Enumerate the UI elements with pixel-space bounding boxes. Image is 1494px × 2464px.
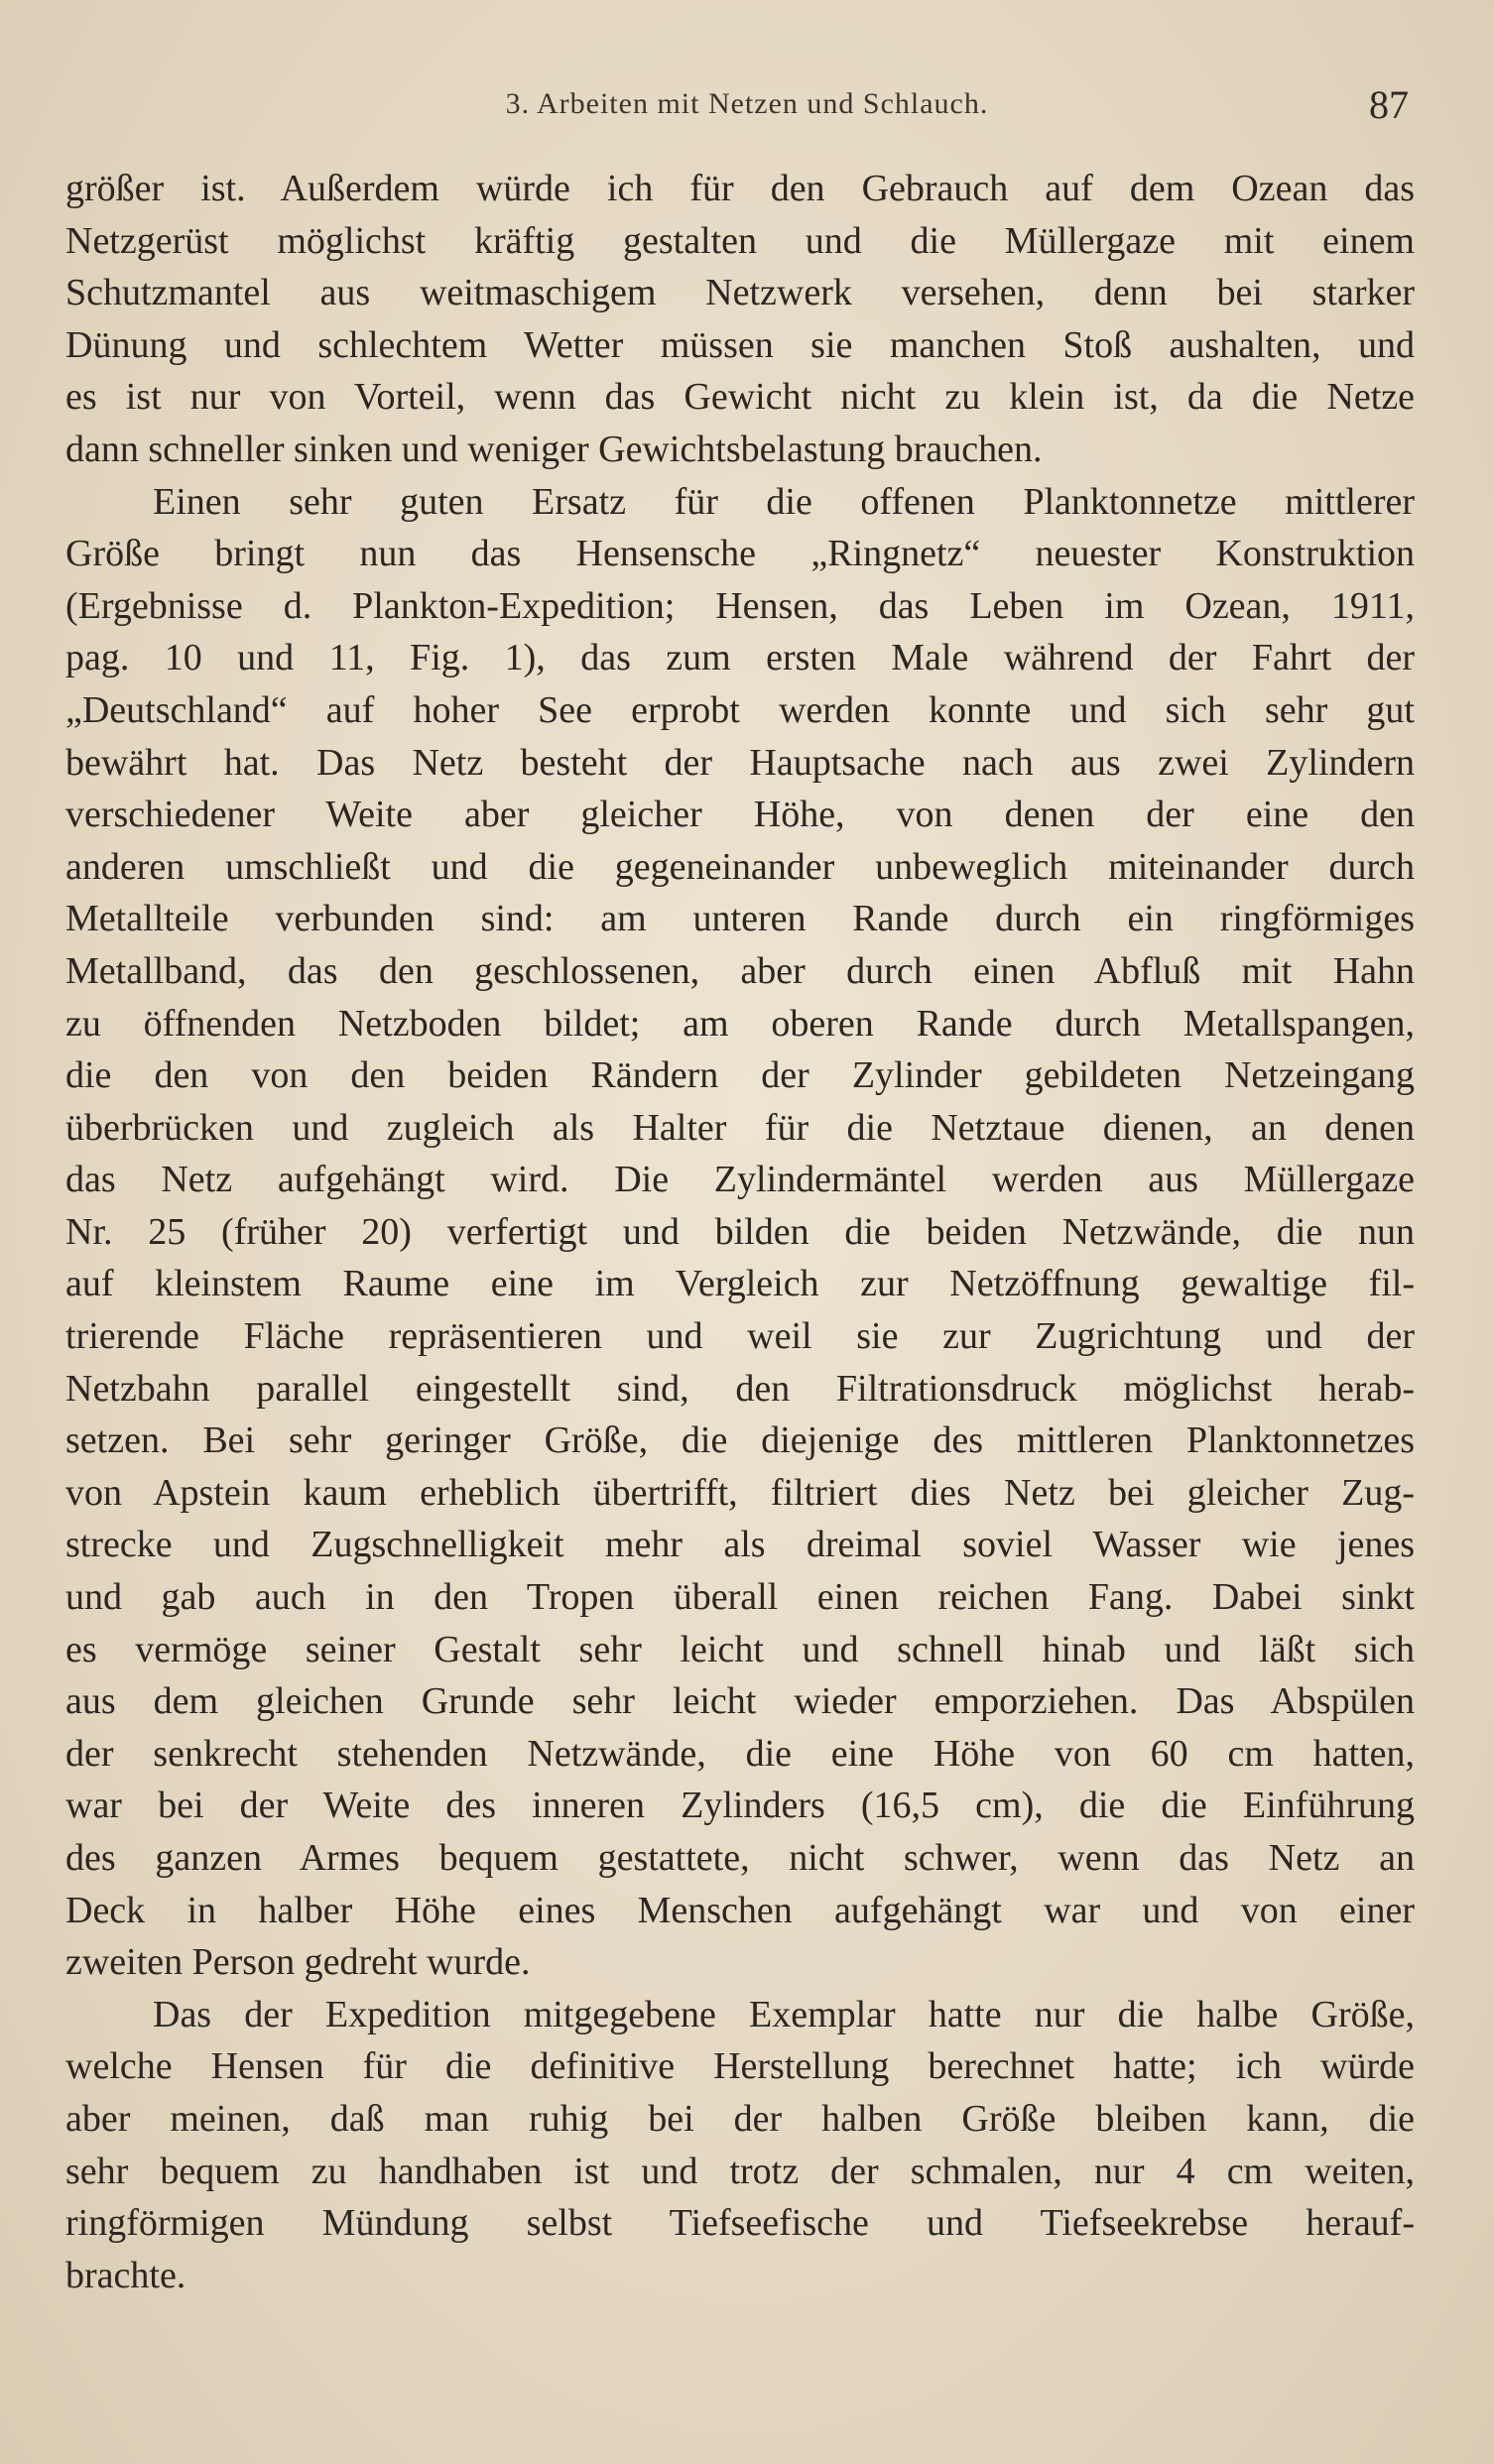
page-number: 87 — [1369, 82, 1409, 127]
paragraph-3 — [65, 1989, 1415, 2302]
text-line: es ist nur von Vorteil, wenn das Gewicht nicht zu klein ist, da die Netze — [65, 376, 1415, 419]
text-line: größer ist. Außerdem würde ich für den Gebrauch auf dem Ozean das — [65, 168, 1415, 209]
text-line: dann schneller sinken und weniger Gewichtsbelastung brauchen. — [65, 428, 1043, 470]
running-title: 3. Arbeiten mit Netzen und Schlauch. — [505, 87, 989, 120]
paragraph-1 — [65, 163, 1415, 476]
text-line: setzen. Bei sehr geringer Größe, die diejenige des mittleren Planktonnetzes — [65, 1419, 1415, 1462]
page-header — [0, 81, 1494, 131]
text-line: von Apstein kaum erheblich übertrifft, filtriert dies Netz bei gleicher Zug- — [65, 1471, 1415, 1514]
text-line: Einen sehr guten Ersatz für die offenen Planktonnetze mittlerer — [153, 480, 1415, 523]
text-line: Dünung und schlechtem Wetter müssen sie manchen Stoß aushalten, und — [65, 323, 1415, 366]
text-line: Netzgerüst möglichst kräftig gestalten und die Müllergaze mit einem — [65, 219, 1415, 262]
text-line: auf kleinstem Raume eine im Vergleich zur Netzöffnung gewaltige fil- — [65, 1263, 1415, 1305]
text-line: anderen umschließt und die gegeneinander unbeweglich miteinander durch — [65, 845, 1415, 888]
text-line: überbrücken und zugleich als Halter für die Netztaue dienen, an denen — [65, 1106, 1415, 1149]
text-line: strecke und Zugschnelligkeit mehr als dreimal soviel Wasser wie jenes — [65, 1524, 1415, 1566]
text-line: bewährt hat. Das Netz besteht der Hauptsache nach aus zwei Zylindern — [65, 741, 1415, 784]
text-line: Das der Expedition mitgegebene Exemplar hatte nur die halbe Größe, — [153, 1993, 1415, 2035]
text-line: ringförmigen Mündung selbst Tiefseefische und Tiefseekrebse herauf- — [65, 2202, 1415, 2245]
text-line: zu öffnenden Netzboden bildet; am oberen Rande durch Metallspangen, — [65, 1002, 1415, 1045]
text-line: pag. 10 und 11, Fig. 1), das zum ersten Male während der Fahrt der — [65, 637, 1415, 679]
text-line: aber meinen, daß man ruhig bei der halben Größe bleiben kann, die — [65, 2097, 1415, 2140]
text-line: Metallband, das den geschlossenen, aber durch einen Abfluß mit Hahn — [65, 949, 1415, 992]
text-line: verschiedener Weite aber gleicher Höhe, von denen der eine den — [65, 794, 1415, 836]
text-line: des ganzen Armes bequem gestattete, nicht schwer, wenn das Netz an — [65, 1837, 1415, 1879]
text-line: „Deutschland“ auf hoher See erprobt werden konnte und sich sehr gut — [65, 688, 1415, 731]
text-line: der senkrecht stehenden Netzwände, die eine Höhe von 60 cm hatten, — [65, 1732, 1415, 1775]
text-line: die den von den beiden Rändern der Zylinder gebildeten Netzeingang — [65, 1054, 1415, 1097]
text-line: es vermöge seiner Gestalt sehr leicht und schnell hinab und läßt sich — [65, 1628, 1415, 1670]
text-line: Nr. 25 (früher 20) verfertigt und bilden die beiden Netzwände, die nun — [65, 1210, 1415, 1253]
text-line: Netzbahn parallel eingestellt sind, den Filtrationsdruck möglichst herab- — [65, 1367, 1415, 1410]
text-line: Größe bringt nun das Hensensche „Ringnetz“ neuester Konstruktion — [65, 533, 1415, 575]
text-line: zweiten Person gedreht wurde. — [65, 1941, 531, 1984]
paragraph-2 — [65, 476, 1415, 1989]
text-line: war bei der Weite des inneren Zylinders (16,5 cm), die die Einführung — [65, 1785, 1415, 1827]
text-line: aus dem gleichen Grunde sehr leicht wieder emporziehen. Das Abspülen — [65, 1680, 1415, 1723]
text-line: sehr bequem zu handhaben ist und trotz der schmalen, nur 4 cm weiten, — [65, 2150, 1415, 2192]
text-line: Metallteile verbunden sind: am unteren Rande durch ein ringförmiges — [65, 898, 1415, 940]
text-line: und gab auch in den Tropen überall einen reichen Fang. Dabei sinkt — [65, 1576, 1415, 1619]
text-line: das Netz aufgehängt wird. Die Zylindermäntel werden aus Müllergaze — [65, 1159, 1415, 1201]
text-line: welche Hensen für die definitive Herstellung berechnet hatte; ich würde — [65, 2045, 1415, 2088]
text-line: Schutzmantel aus weitmaschigem Netzwerk versehen, denn bei starker — [65, 272, 1415, 314]
body-text — [65, 163, 1415, 2301]
text-line: (Ergebnisse d. Plankton-Expedition; Hensen, das Leben im Ozean, 1911, — [65, 584, 1415, 627]
text-line: trierende Fläche repräsentieren und weil sie zur Zugrichtung und der — [65, 1315, 1415, 1358]
text-line: brachte. — [65, 2254, 187, 2296]
text-line: Deck in halber Höhe eines Menschen aufgehängt war und von einer — [65, 1889, 1415, 1931]
